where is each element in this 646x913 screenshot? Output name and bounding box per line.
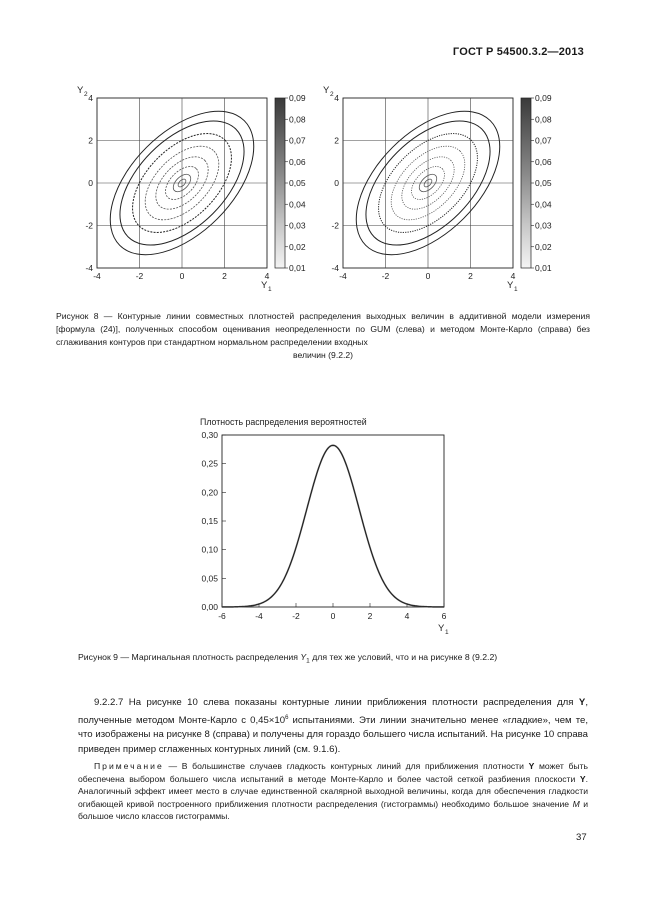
x-axis-label: Y — [507, 280, 514, 291]
colorbar-label: 0,05 — [289, 178, 306, 188]
x-tick-label: 4 — [264, 271, 270, 281]
x-tick-label: 6 — [441, 611, 447, 621]
figure-8-caption — [56, 310, 590, 362]
x-tick-label: 4 — [510, 271, 516, 281]
x-tick-label: 2 — [367, 611, 373, 621]
y-axis-label-sub: 2 — [84, 91, 88, 98]
x-tick-label: -2 — [381, 271, 390, 281]
x-tick-label: -4 — [93, 271, 101, 281]
x-tick-label: 4 — [404, 611, 410, 621]
x-tick-label: -4 — [339, 271, 347, 281]
y-tick-label: 2 — [88, 135, 93, 146]
y-axis-label-sub: 2 — [330, 91, 334, 98]
y-tick-label: 0,00 — [201, 602, 218, 612]
colorbar-label: 0,06 — [535, 156, 552, 167]
x-tick-label: -2 — [292, 611, 300, 621]
colorbar-label: 0,07 — [535, 135, 552, 146]
y-tick-label: 0 — [334, 178, 339, 188]
document-header: ГОСТ Р 54500.3.2—2013 — [452, 46, 584, 58]
y-tick-label: 0,20 — [201, 487, 218, 498]
colorbar — [521, 98, 531, 268]
x-axis-label: Y — [261, 280, 268, 291]
page-number: 37 — [576, 832, 587, 843]
figure-8-caption-main: Рисунок 8 — Контурные линии совместных плотностей распределения выходных величин в аддитивной модели измерения [формула (24)], полученных способом оценивания неопределенности по GUM (слева) и методом Монте-Карло (справа) без сглаживания контуров при стандартном нормальном распределении входных — [56, 311, 590, 347]
colorbar-label: 0,04 — [535, 199, 552, 210]
figure-8-contour-plots — [0, 70, 646, 300]
colorbar-label: 0,01 — [289, 263, 306, 273]
y-tick-label: 4 — [334, 93, 339, 103]
colorbar-label: 0,01 — [535, 263, 552, 273]
colorbar-label: 0,02 — [289, 241, 306, 252]
colorbar-label: 0,07 — [289, 135, 306, 146]
colorbar-label: 0,06 — [289, 156, 306, 167]
y-tick-label: 0,30 — [201, 430, 218, 440]
figure-9-density-chart — [0, 405, 646, 645]
paragraph-9-2-2-7: 9.2.2.7 На рисунке 10 слева показаны контурные линии приближения плотности распределения для Y, полученные методом Монте-Карло с $0,45\times 10^6$ испытаниями. Эти линии значительно менее «гладкие», чем те, что изображены на рисунке 8 (справа) и получены для гораздо большего числа испытаний. На рисунке 10 справа приведен пример сглаженных контурных линий (см. 9.1.6). — [78, 697, 589, 755]
x-tick-label: 2 — [222, 271, 227, 281]
y-tick-label: -2 — [331, 220, 339, 231]
chart-title: Плотность распределения вероятностей — [200, 417, 367, 427]
x-tick-label: 0 — [330, 611, 336, 621]
y-tick-label: 0,15 — [201, 516, 218, 526]
colorbar-label: 0,08 — [535, 114, 552, 125]
y-tick-label: -4 — [85, 263, 93, 273]
x-tick-label: -4 — [255, 611, 263, 621]
figure-9-caption: Рисунок 9 — Маргинальная плотность распределения $Y_1$ для тех же условий, что и на рисунке 8 (9.2.2) — [78, 652, 498, 665]
colorbar-label: 0,08 — [289, 114, 306, 125]
contour-panel-left — [77, 85, 306, 293]
colorbar-label: 0,09 — [289, 93, 306, 103]
x-tick-label: 0 — [179, 271, 185, 281]
y-tick-label: 2 — [334, 135, 339, 146]
plot-frame — [222, 435, 444, 607]
x-axis-label-sub: 1 — [445, 629, 449, 636]
colorbar — [275, 98, 285, 268]
colorbar-label: 0,02 — [535, 241, 552, 252]
y-tick-label: 0,05 — [201, 573, 218, 584]
x-axis-label: Y — [438, 623, 445, 634]
x-tick-label: -6 — [218, 611, 226, 621]
colorbar-label: 0,05 — [535, 178, 552, 188]
y-axis-label: Y — [77, 85, 84, 96]
y-tick-label: 0,25 — [201, 458, 218, 469]
y-tick-label: -2 — [85, 220, 93, 231]
density-chart — [200, 417, 449, 636]
y-tick-label: 0,10 — [201, 544, 218, 555]
x-tick-label: 0 — [425, 271, 431, 281]
y-axis-label: Y — [323, 85, 330, 96]
colorbar-label: 0,04 — [289, 199, 306, 210]
note-label: Примечание — [94, 761, 164, 771]
colorbar-label: 0,03 — [289, 220, 306, 231]
note-paragraph: Примечание — В большинстве случаев гладкость контурных линий для приближения плотности Y может быть обеспечена выбором большего числа испытаний в методе Монте-Карло и более частой сеткой разбиения плоскости Y. Аналогичный эффект имеет место в случае единственной скалярной выходной величины, когда для обеспечения гладкости огибающей кривой построенного приближения плотности распределения (гистограммы) необходимо большое значение M и большое число классов гистограммы. — [78, 761, 589, 821]
x-tick-label: 2 — [468, 271, 473, 281]
colorbar-label: 0,09 — [535, 93, 552, 103]
contour-panel-right — [323, 85, 552, 293]
y-tick-label: 0 — [88, 178, 93, 188]
y-tick-label: 4 — [88, 93, 93, 103]
y-tick-label: -4 — [331, 263, 339, 273]
x-axis-label-sub: 1 — [514, 286, 518, 293]
colorbar-label: 0,03 — [535, 220, 552, 231]
figure-8-caption-last: величин (9.2.2) — [292, 350, 354, 360]
x-axis-label-sub: 1 — [268, 286, 272, 293]
x-tick-label: -2 — [135, 271, 144, 281]
